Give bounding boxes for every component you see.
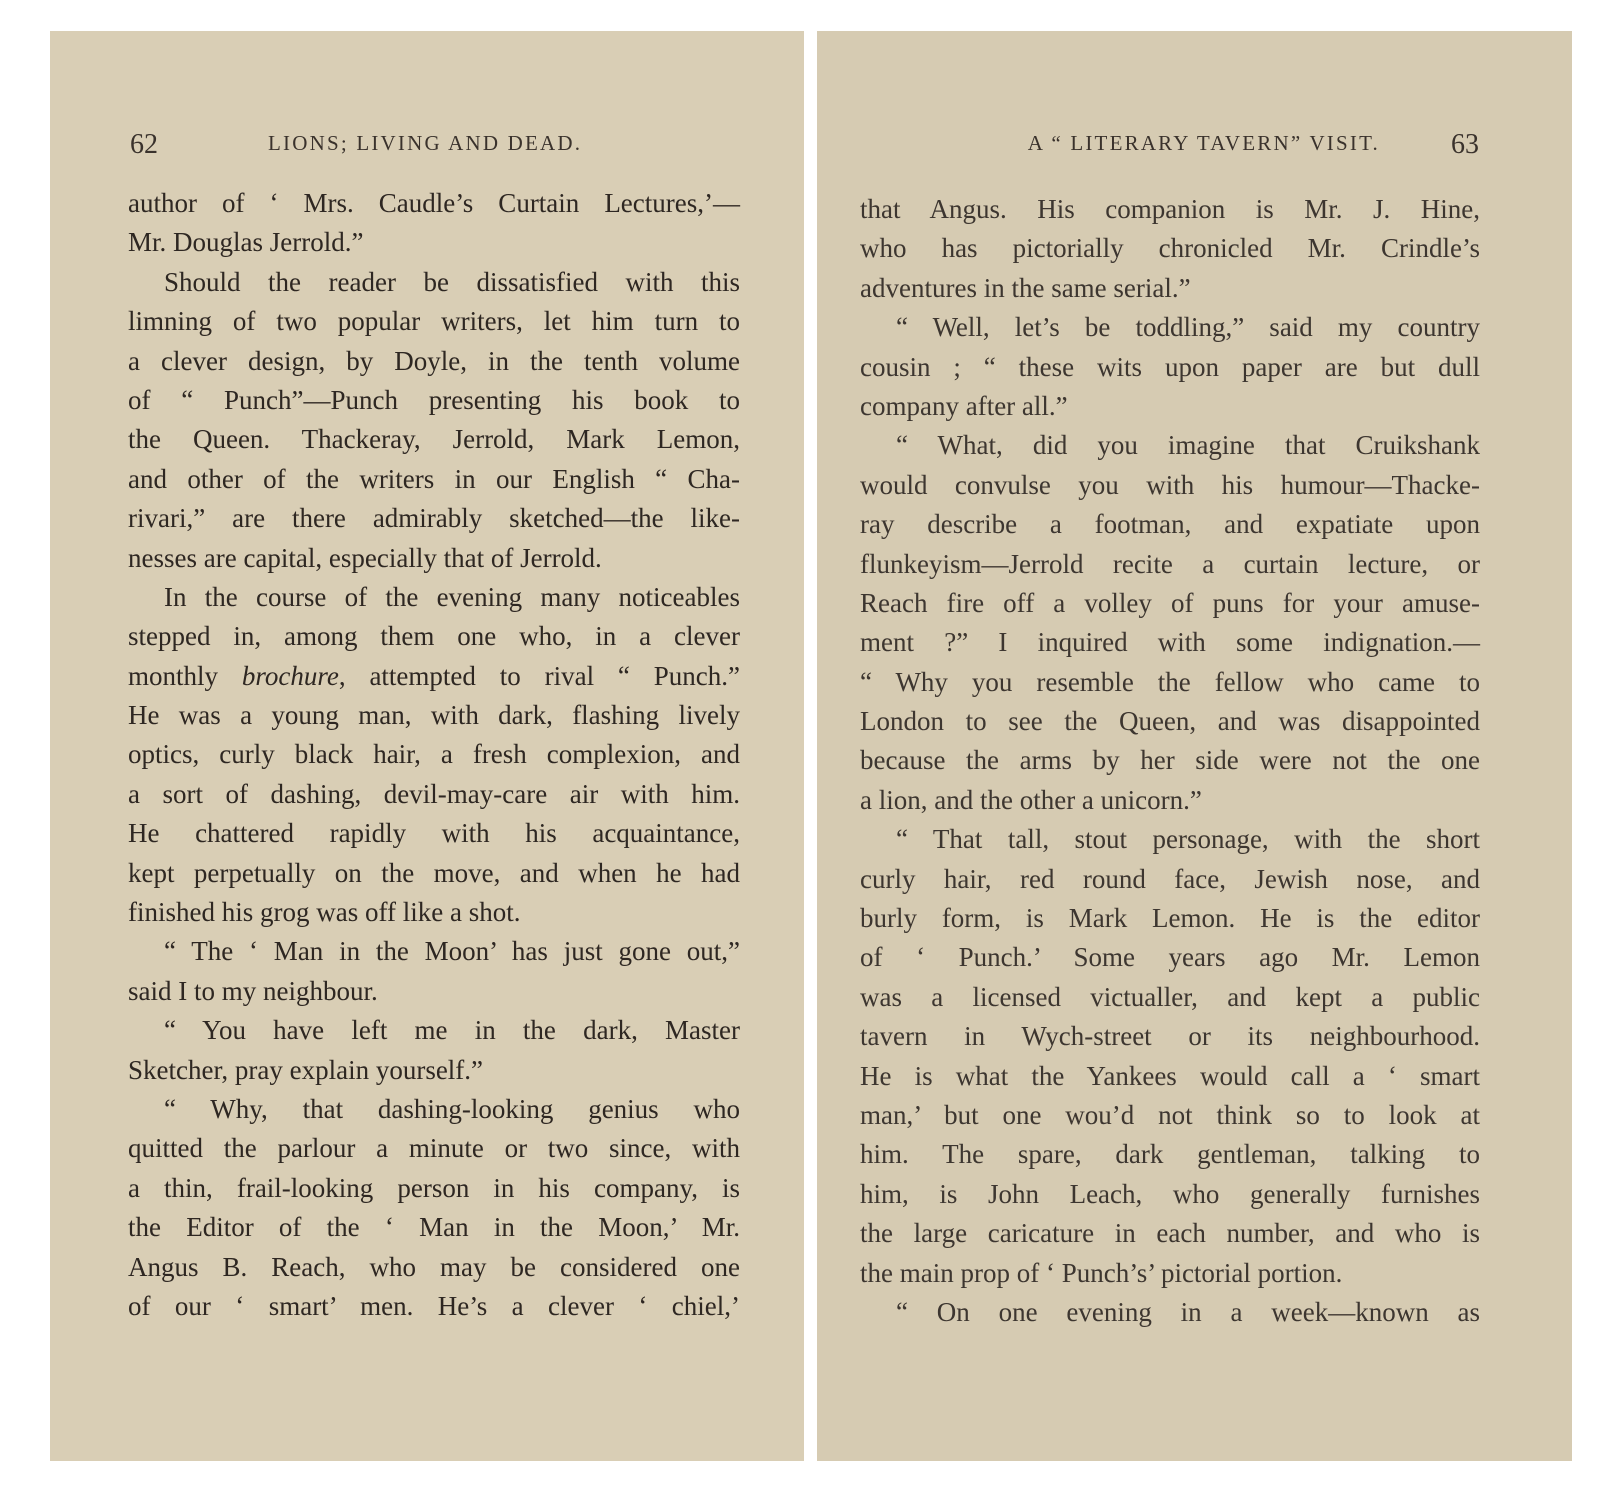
text-line: tavern in Wych-street or its neighbourhood. xyxy=(860,1021,1480,1052)
text-line: nesses are capital, especially that of Jerrold. xyxy=(128,542,602,573)
text-line: ray describe a footman, and expatiate upon xyxy=(860,509,1480,540)
text-line: “ What, did you imagine that Cruikshank xyxy=(896,430,1480,461)
text-line: would convulse you with his humour—Thacke- xyxy=(860,469,1480,500)
text-line: a sort of dashing, devil-may-care air with him. xyxy=(128,778,740,809)
text-line: said I to my neighbour. xyxy=(128,975,378,1006)
text-line: “ That tall, stout personage, with the short xyxy=(896,824,1480,855)
text-line: company after all.” xyxy=(860,390,1068,421)
text-line: Reach fire off a volley of puns for your amuse- xyxy=(860,587,1480,618)
page-number: 63 xyxy=(1451,129,1479,160)
text-line: In the course of the evening many noticeables xyxy=(164,581,740,612)
text-line: He was a young man, with dark, flashing lively xyxy=(128,700,740,731)
text-line: “ Well, let’s be toddling,” said my country xyxy=(896,312,1480,343)
text-line: “ On one evening in a week—known as xyxy=(896,1296,1480,1327)
text-line: “ The ‘ Man in the Moon’ has just gone out,” xyxy=(164,936,740,967)
text-line: because the arms by her side were not the one xyxy=(860,745,1480,776)
text-line: of “ Punch”—Punch presenting his book to xyxy=(128,384,740,415)
text-line: London to see the Queen, and was disappointed xyxy=(860,706,1480,737)
text-line: curly hair, red round face, Jewish nose, and xyxy=(860,863,1480,894)
text-line: ment ?” I inquired with some indignation.— xyxy=(860,627,1480,658)
text-line: Should the reader be dissatisfied with this xyxy=(164,266,740,297)
text-line: flunkeyism—Jerrold recite a curtain lecture, or xyxy=(860,548,1480,579)
right-page xyxy=(817,31,1572,1461)
text-line: that Angus. His companion is Mr. J. Hine, xyxy=(860,194,1480,224)
text-line: the main prop of ‘ Punch’s’ pictorial portion. xyxy=(860,1257,1343,1288)
text-line: Sketcher, pray explain yourself.” xyxy=(128,1054,484,1085)
text-line: the large caricature in each number, and who is xyxy=(860,1218,1480,1249)
text-line: a lion, and the other a unicorn.” xyxy=(860,784,1202,815)
text-line: cousin ; “ these wits upon paper are but dull xyxy=(860,351,1480,382)
text-line: burly form, is Mark Lemon. He is the editor xyxy=(860,903,1480,934)
text-line: author of ‘ Mrs. Caudle’s Curtain Lectures,’— xyxy=(128,188,740,218)
text-line: stepped in, among them one who, in a clever xyxy=(128,621,740,652)
text-line: was a licensed victualler, and kept a public xyxy=(860,981,1480,1012)
text-line: a clever design, by Doyle, in the tenth volume xyxy=(128,345,740,376)
text-line: of ‘ Punch.’ Some years ago Mr. Lemon xyxy=(860,942,1480,973)
text-line: and other of the writers in our English “ Cha- xyxy=(128,463,740,494)
left-page xyxy=(50,31,804,1461)
running-head: LIONS; LIVING AND DEAD. xyxy=(268,131,583,155)
text-line: finished his grog was off like a shot. xyxy=(128,897,521,928)
text-line: Mr. Douglas Jerrold.” xyxy=(128,227,364,258)
text-line: optics, curly black hair, a fresh complexion, and xyxy=(128,739,740,770)
text-line: “ You have left me in the dark, Master xyxy=(164,1015,740,1046)
text-line: “ Why, that dashing-looking genius who xyxy=(164,1093,740,1124)
page-number: 62 xyxy=(130,129,158,160)
text-line: of our ‘ smart’ men. He’s a clever ‘ chiel,’ xyxy=(128,1290,740,1321)
text-line: the Editor of the ‘ Man in the Moon,’ Mr. xyxy=(128,1212,740,1243)
text-line: He is what the Yankees would call a ‘ smart xyxy=(860,1060,1480,1091)
text-line: who has pictorially chronicled Mr. Crindle’s xyxy=(860,233,1480,264)
text-line: Angus B. Reach, who may be considered one xyxy=(128,1251,740,1282)
text-line: adventures in the same serial.” xyxy=(860,272,1191,303)
text-line: quitted the parlour a minute or two since, with xyxy=(128,1133,740,1164)
text-line: kept perpetually on the move, and when he had xyxy=(128,857,740,888)
text-line: him, is John Leach, who generally furnishes xyxy=(860,1178,1480,1209)
running-head: A “ LITERARY TAVERN” VISIT. xyxy=(1027,131,1380,155)
text-line: monthly brochure, attempted to rival “ Punch.” xyxy=(128,660,740,691)
text-line: He chattered rapidly with his acquaintance, xyxy=(128,818,740,849)
text-line: man,’ but one wou’d not think so to look at xyxy=(860,1099,1480,1130)
text-line: “ Why you resemble the fellow who came to xyxy=(860,666,1480,697)
text-line: him. The spare, dark gentleman, talking to xyxy=(860,1139,1480,1170)
page-body-text xyxy=(128,184,740,1326)
text-line: rivari,” are there admirably sketched—the like- xyxy=(128,503,740,534)
page-body-text xyxy=(860,190,1480,1332)
text-line: limning of two popular writers, let him turn to xyxy=(128,306,740,337)
text-line: the Queen. Thackeray, Jerrold, Mark Lemon, xyxy=(128,424,740,455)
text-line: a thin, frail-looking person in his company, is xyxy=(128,1172,740,1203)
